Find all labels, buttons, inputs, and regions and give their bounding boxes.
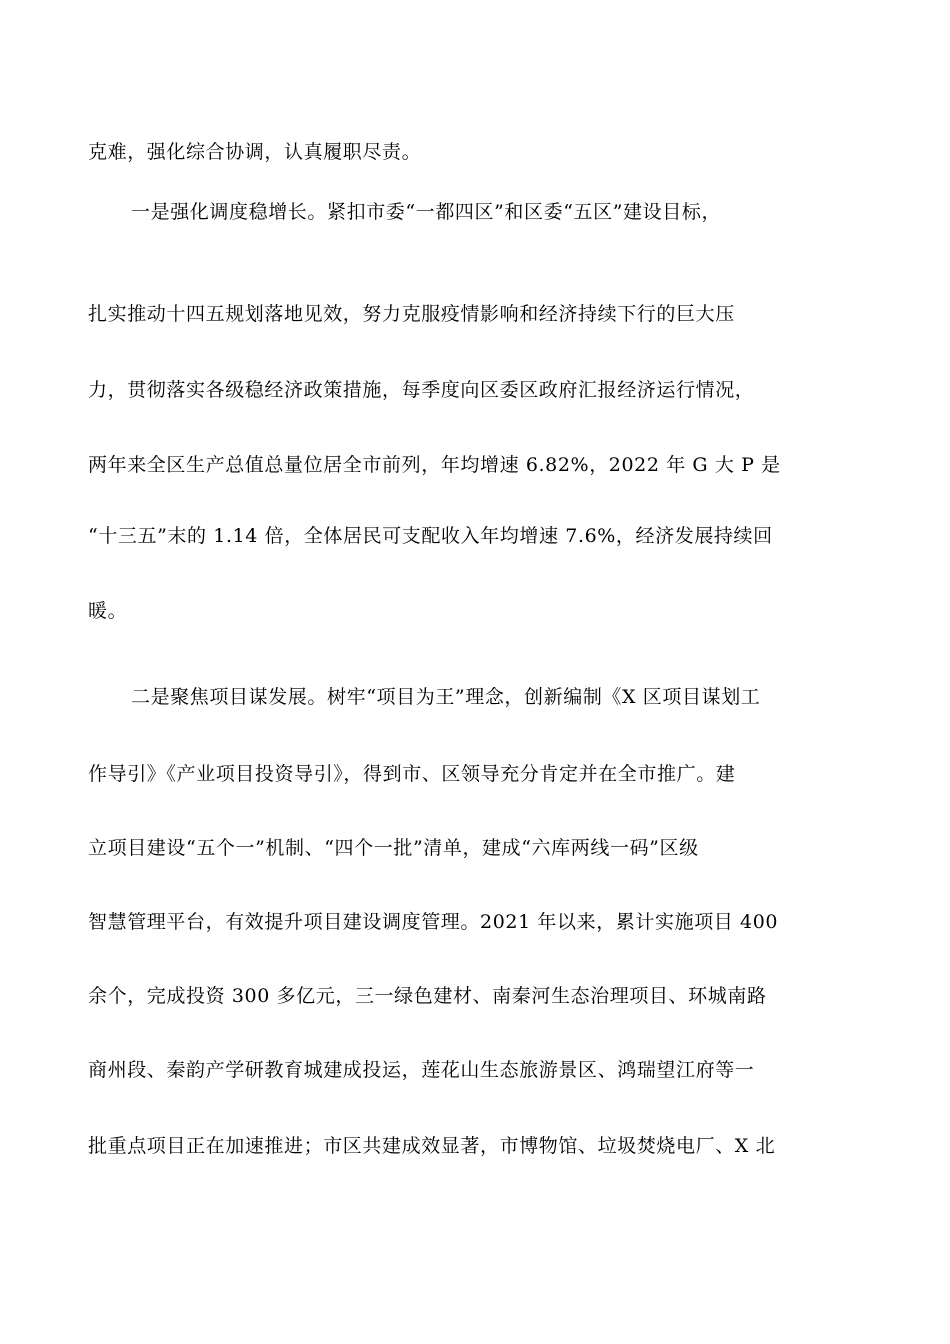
paragraph-line-11: 智慧管理平台，有效提升项目建设调度管理。2021 年以来，累计实施项目 400 [88,911,779,933]
paragraph-line-12: 余个，完成投资 300 多亿元，三一绿色建材、南秦河生态治理项目、环城南路 [88,985,767,1007]
paragraph-line-3: 扎实推动十四五规划落地见效，努力克服疫情影响和经济持续下行的巨大压 [88,303,735,325]
paragraph-line-4: 力，贯彻落实各级稳经济政策措施，每季度向区委区政府汇报经济运行情况， [88,379,755,401]
paragraph-line-1: 克难，强化综合协调，认真履职尽责。 [88,141,422,163]
paragraph-line-5: 两年来全区生产总值总量位居全市前列，年均增速 6.82%，2022 年 G 大 P 是 [88,454,781,476]
paragraph-line-13: 商州段、秦韵产学研教育城建成投运，莲花山生态旅游景区、鸿瑞望江府等一 [88,1059,755,1081]
paragraph-line-9: 作导引》《产业项目投资导引》，得到市、区领导充分肯定并在全市推广。建 [88,763,736,785]
paragraph-line-10: 立项目建设“五个一”机制、“四个一批”清单，建成“六库两线一码”区级 [88,837,699,859]
paragraph-line-2: 一是强化调度稳增长。紧扣市委“一都四区”和区委“五区”建设目标， [131,201,722,223]
paragraph-line-8: 二是聚焦项目谋发展。树牢“项目为王”理念，创新编制《X 区项目谋划工 [131,686,761,708]
paragraph-line-14: 批重点项目正在加速推进；市区共建成效显著，市博物馆、垃圾焚烧电厂、X 北 [88,1135,776,1157]
paragraph-line-6: “十三五”末的 1.14 倍，全体居民可支配收入年均增速 7.6%，经济发展持续回 [88,525,773,547]
paragraph-line-7: 暖。 [88,600,128,622]
